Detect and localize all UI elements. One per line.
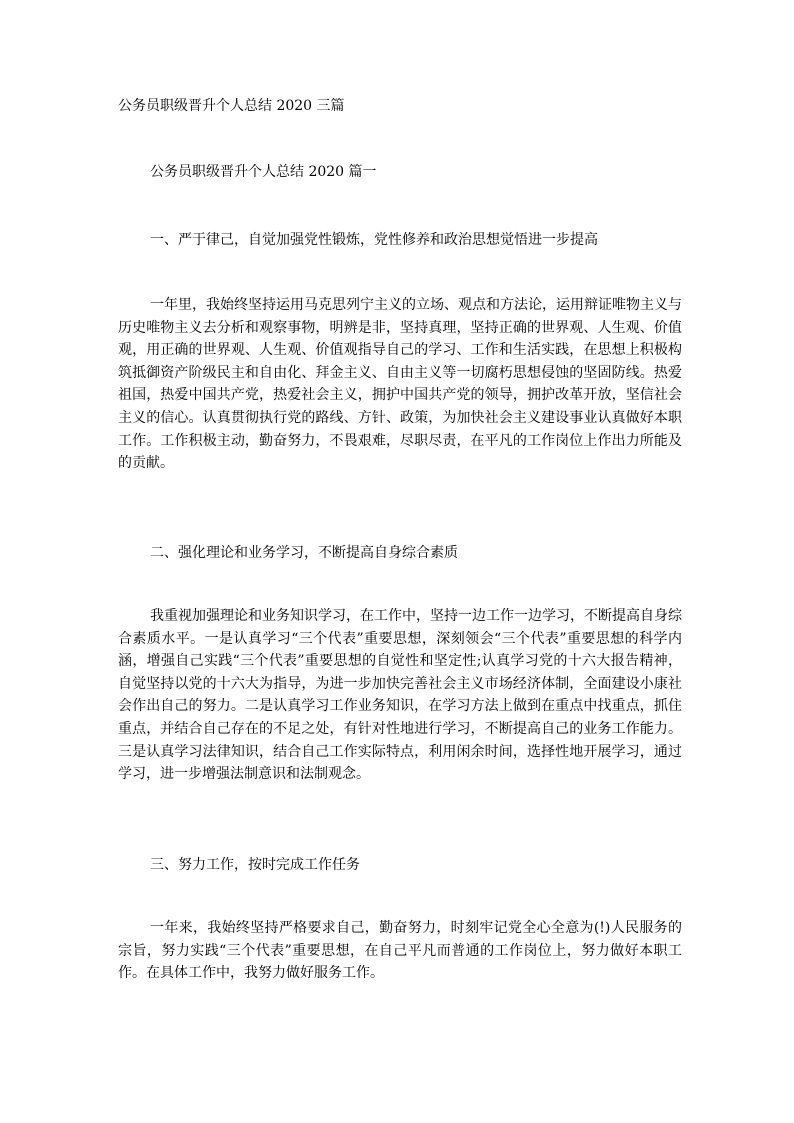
- paragraph-3: 一年来，我始终坚持严格要求自己，勤奋努力，时刻牢记党全心全意为(!)人民服务的宗旨，努力实践“三个代表”重要思想，在自己平凡而普通的工作岗位上，努力做好本职工作。在具体工作中，我努力做好服务工作。: [118, 920, 682, 982]
- paragraph-2: 我重视加强理论和业务知识学习，在工作中，坚持一边工作一边学习，不断提高自身综合素质水平。一是认真学习“三个代表”重要思想，深刻领会“三个代表”重要思想的科学内涵，增强自己实践“三个代表”重要思想的自觉性和坚定性;认真学习党的十六大报告精神，自觉坚持以党的十六大为指导，为进一步加快完善社会主义市场经济体制，全面建设小康社会作出自己的努力。二是认真学习工作业务知识，在学习方法上做到在重点中找重点，抓住重点，并结合自己存在的不足之处，有针对性地进行学习，不断提高自己的业务工作能力。三是认真学习法律知识，结合自己工作实际特点，利用闲余时间，选择性地开展学习，通过学习，进一步增强法制意识和法制观念。: [118, 608, 682, 783]
- heading-2: 二、强化理论和业务学习，不断提高自身综合素质: [150, 545, 458, 561]
- heading-3: 三、努力工作，按时完成工作任务: [150, 857, 360, 873]
- paragraph-1: 一年里，我始终坚持运用马克思列宁主义的立场、观点和方法论，运用辩证唯物主义与历史唯物主义去分析和观察事物，明辨是非，坚持真理，坚持正确的世界观、人生观、价值观，用正确的世界观、人生观、价值观指导自己的学习、工作和生活实践，在思想上积极构筑抵御资产阶级民主和自由化、拜金主义、自由主义等一切腐朽思想侵蚀的坚固防线。热爱祖国，热爱中国共产党，热爱社会主义，拥护中国共产党的领导，拥护改革开放，坚信社会主义的信心。认真贯彻执行党的路线、方针、政策，为加快社会主义建设事业认真做好本职工作。工作积极主动，勤奋努力，不畏艰难，尽职尽责，在平凡的工作岗位上作出力所能及的贡献。: [118, 297, 682, 472]
- section-title: 公务员职级晋升个人总结 2020 篇一: [150, 164, 377, 180]
- document-title: 公务员职级晋升个人总结 2020 三篇: [118, 98, 345, 114]
- heading-1: 一、严于律己，自觉加强党性锻炼，党性修养和政治思想觉悟进一步提高: [150, 232, 598, 248]
